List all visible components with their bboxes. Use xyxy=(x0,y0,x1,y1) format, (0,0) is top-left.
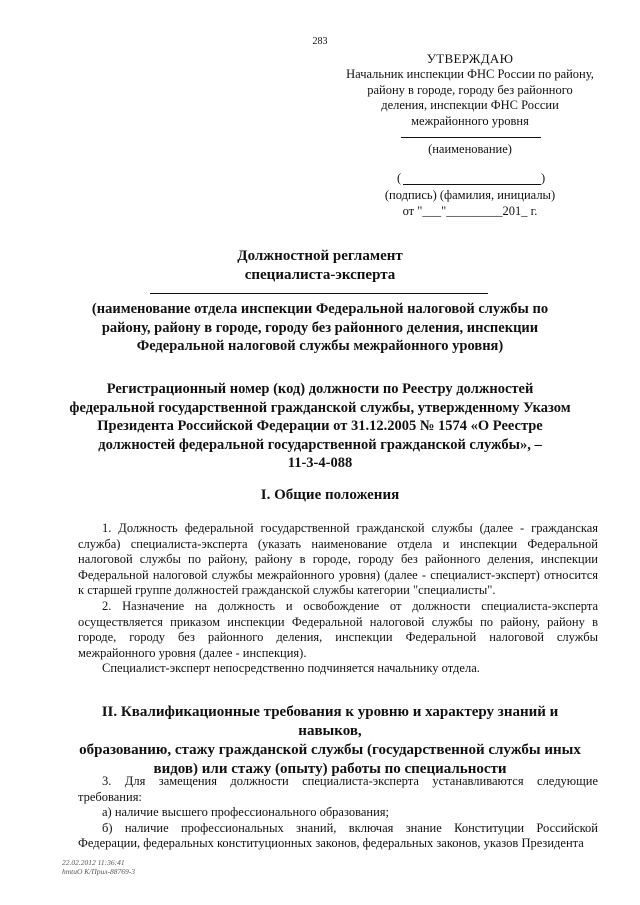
department-line: Федеральной налоговой службы межрайонного уровня) xyxy=(136,338,504,354)
name-signature-line xyxy=(401,137,541,138)
paragraph: 1. Должность федеральной государственной гражданской службы (далее - гражданская служба) специалиста-эксперта (указать наименование отдела и инспекции Федеральной налоговой службы по району, району в городе, городу без районного деления, инспекции Федеральной налоговой службы межрайонного уровня) (далее - специалист-эксперт) относится к старшей группе должностей гражданской службы категории "специалисты". xyxy=(78,521,598,598)
registration-line: Регистрационный номер (код) должности по Реестру должностей xyxy=(106,381,534,397)
paragraph: 2. Назначение на должность и освобождение от должности специалиста-эксперта осуществляется приказом инспекции Федеральной налоговой службы по району, району в городе, городу без районного деления, инспекции Федеральной налоговой службы межрайонного уровня (далее - инспекция). xyxy=(78,598,598,660)
section-1-body xyxy=(78,521,598,677)
registration-line: федеральной государственной гражданской службы, утвержденному Указом xyxy=(69,399,571,416)
footer-line: 22.02.2012 11:36:41 xyxy=(62,858,125,867)
name-caption: (наименование) xyxy=(428,142,512,156)
section-1-heading: I. Общие положения xyxy=(260,487,400,503)
approval-line: Начальник инспекции ФНС России по району, xyxy=(346,67,594,81)
approval-date: от "___"_________201_ г. xyxy=(402,204,538,218)
heading-line: видов) или стажу (опыту) работы по специальности xyxy=(153,761,507,777)
title-line: Должностной регламент xyxy=(237,248,403,264)
footer-stamp xyxy=(62,858,135,876)
section-2-body xyxy=(78,774,598,852)
registration-code: 11-3-4-088 xyxy=(287,455,353,471)
approval-line: району в городе, городу без районного xyxy=(367,82,573,97)
registration-line: должностей федеральной государственной гражданской службы», – xyxy=(98,436,542,453)
paragraph: 3. Для замещения должности специалиста-эксперта устанавливаются следующие требования: xyxy=(78,774,598,804)
heading-line: образованию, стажу гражданской службы (государственной службы иных xyxy=(79,742,581,758)
section-2-heading xyxy=(70,703,590,779)
document-title xyxy=(60,247,580,285)
sign-line xyxy=(403,184,541,185)
heading-line: II. Квалификационные требования к уровню и характеру знаний и навыков, xyxy=(101,704,559,739)
list-item: б) наличие профессиональных знаний, включая знание Конституции Российской Федерации, федеральных конституционных законов, федеральных законов, указов Президента xyxy=(78,820,598,851)
approval-title: УТВЕРЖДАЮ xyxy=(426,51,514,66)
sign-caption: (подпись) (фамилия, инициалы) xyxy=(384,188,556,202)
footer-line: hmtuО К/Прил-88769-3 xyxy=(62,867,136,876)
approval-line: деления, инспекции ФНС России xyxy=(381,98,559,112)
title-line: специалиста-эксперта xyxy=(244,267,396,283)
department-name xyxy=(60,300,580,356)
sign-bracket-open: ( xyxy=(397,171,402,185)
registration-line: Президента Российской Федерации от 31.12.2005 № 1574 «О Реестре xyxy=(97,418,543,434)
paragraph: Специалист-эксперт непосредственно подчиняется начальнику отдела. xyxy=(102,661,480,676)
page-number: 283 xyxy=(312,36,328,47)
list-item: а) наличие высшего профессионального образования; xyxy=(102,805,389,820)
department-line: (наименование отдела инспекции Федеральной налоговой службы по xyxy=(91,301,549,317)
registration-number xyxy=(60,380,580,473)
sign-bracket-close: ) xyxy=(541,171,546,185)
department-line: району, району в городе, городу без районного деления, инспекции xyxy=(101,319,539,336)
approval-line: межрайонного уровня xyxy=(411,113,529,128)
department-underline xyxy=(150,293,488,294)
approval-position xyxy=(330,67,610,129)
